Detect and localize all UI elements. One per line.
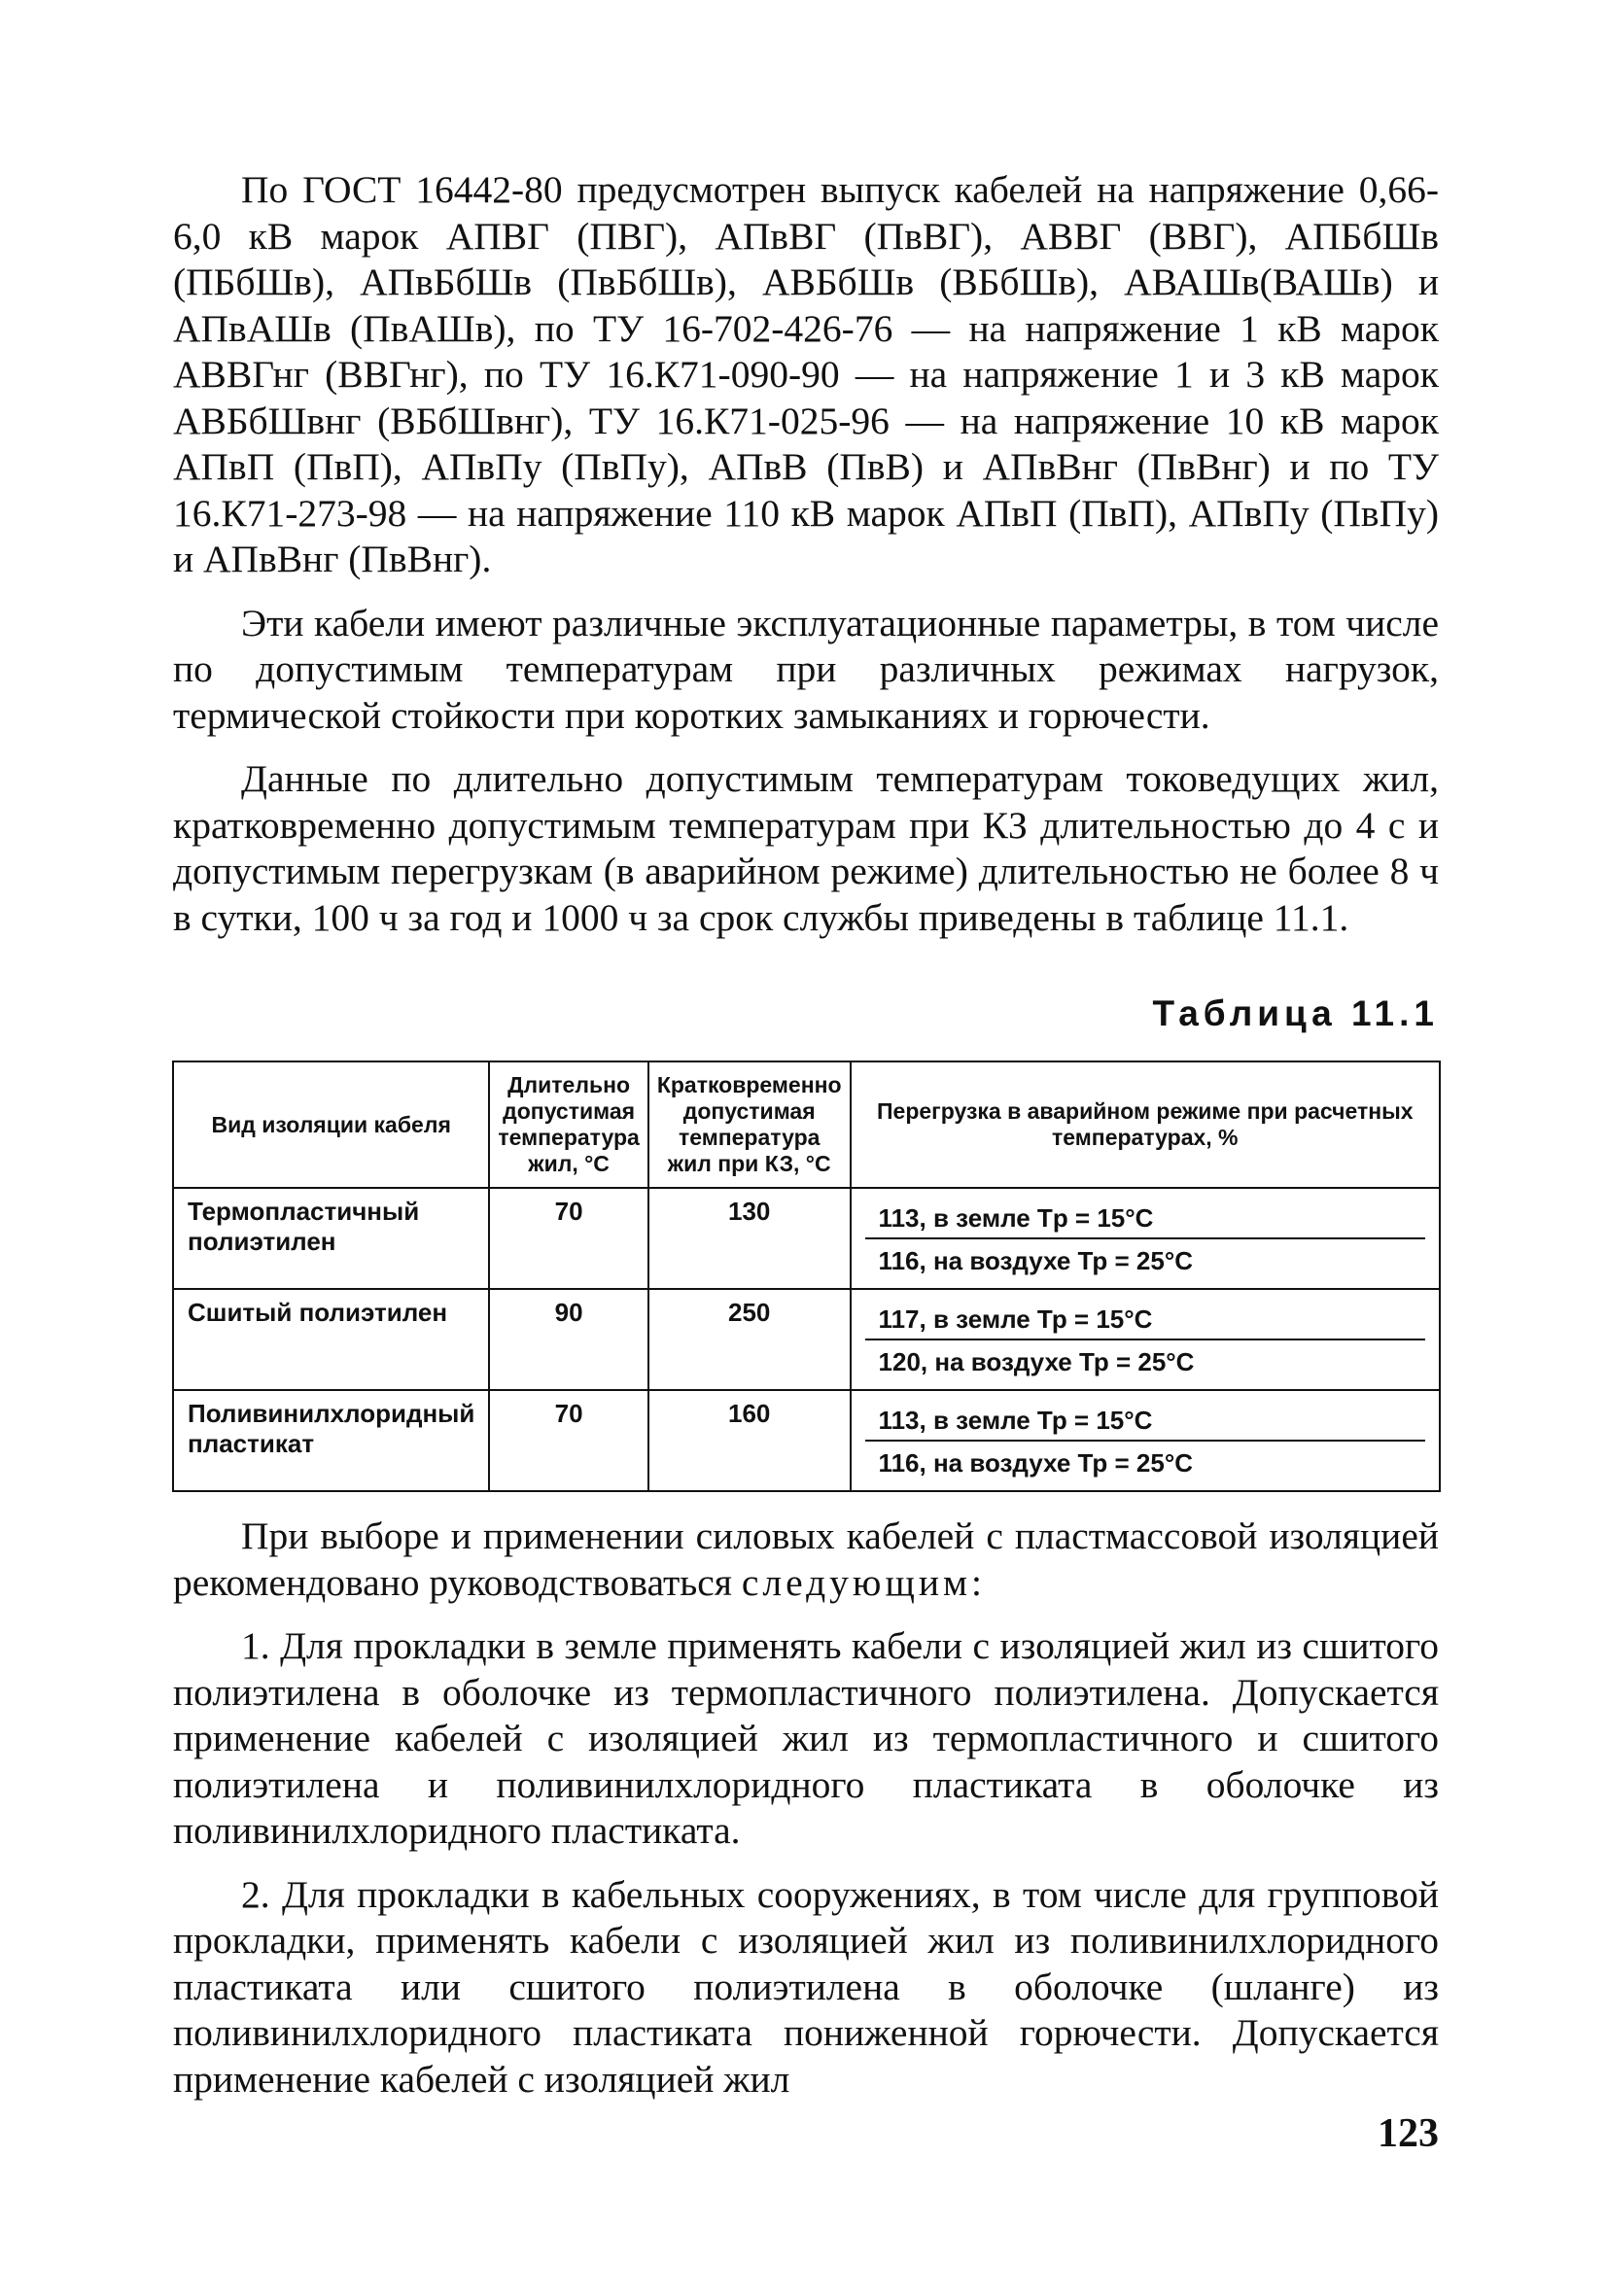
recommendation-emphasis: следующим: <box>741 1560 986 1604</box>
cell-long-temp: 70 <box>489 1188 647 1289</box>
paragraph-item-2: 2. Для прокладки в кабельных сооружениях, в том числе для групповой прокладки, применять кабели с изоляцией жил из поливинилхлоридного пластиката или сшитого полиэтилена в оболочке (шланге) из поливинилхлоридного пластиката пониженной горючести. Допускается применение кабелей с изоляцией жил <box>173 1872 1439 2101</box>
cell-overload <box>851 1289 1440 1390</box>
page-number: 123 <box>1378 2111 1439 2156</box>
cable-temperature-table <box>172 1061 1441 1492</box>
table-row <box>173 1188 1440 1289</box>
cell-insulation: Поливинилхлоридный пластикат <box>173 1390 489 1491</box>
recommendation-intro: При выборе и применении силовых кабелей с пластмассовой изоляцией рекомендовано руководствоваться <box>173 1514 1439 1604</box>
cell-long-temp: 70 <box>489 1390 647 1491</box>
intro-text <box>173 167 1439 958</box>
header-insulation: Вид изоляции кабеля <box>173 1061 489 1188</box>
cell-short-temp: 160 <box>648 1390 851 1491</box>
paragraph-recommendation <box>173 1513 1439 1606</box>
table-caption: Таблица 11.1 <box>1152 993 1439 1033</box>
overload-air: 116, на воздухе Тр = 25°С <box>865 1237 1425 1280</box>
cell-overload <box>851 1390 1440 1491</box>
table-row <box>173 1390 1440 1491</box>
header-overload: Перегрузка в аварийном режиме при расчетных температурах, % <box>851 1061 1440 1188</box>
table-row <box>173 1289 1440 1390</box>
overload-ground: 113, в земле Tр = 15°С <box>878 1203 1154 1233</box>
paragraph-gost: По ГОСТ 16442-80 предусмотрен выпуск кабелей на напряжение 0,66-6,0 кВ марок АПВГ (ПВГ), АПвВГ (ПвВГ), АВВГ (ВВГ), АПБбШв (ПБбШв), АПвБбШв (ПвБбШв), АВБбШв (ВБбШв), АВАШв(ВАШв) и АПвАШв (ПвАШв), по ТУ 16-702-426-76 — на напряжение 1 кВ марок АВВГнг (ВВГнг), по ТУ 16.К71-090-90 — на напряжение 1 и 3 кВ марок АВБбШвнг (ВБбШвнг), ТУ 16.К71-025-96 — на напряжение 10 кВ марок АПвП (ПвП), АПвПу (ПвПу), АПвВ (ПвВ) и АПвВнг (ПвВнг) и по ТУ 16.К71-273-98 — на напряжение 110 кВ марок АПвП (ПвП), АПвПу (ПвПу) и АПвВнг (ПвВнг). <box>173 168 1439 580</box>
overload-air: 116, на воздухе Тр = 25°С <box>865 1440 1425 1482</box>
table-header-row <box>173 1061 1440 1188</box>
recommendations-text <box>173 1513 1439 2120</box>
cell-insulation: Термопластичный полиэтилен <box>173 1188 489 1289</box>
overload-ground: 113, в земле Тр = 15°С <box>878 1406 1153 1435</box>
cell-long-temp: 90 <box>489 1289 647 1390</box>
cell-short-temp: 250 <box>648 1289 851 1390</box>
paragraph-item-1: 1. Для прокладки в земле применять кабели с изоляцией жил из сшитого полиэтилена в оболочке из термопластичного полиэтилена. Допускается применение кабелей с изоляцией жил из термопластичного и сшитого полиэтилена и поливинилхлоридного пластиката в оболочке из поливинилхлоридного пластиката. <box>173 1624 1439 1852</box>
cell-overload <box>851 1188 1440 1289</box>
header-long-temp: Длительно допустимая температура жил, °С <box>489 1061 647 1188</box>
paragraph-table-reference: Данные по длительно допустимым температурам токоведущих жил, кратковременно допустимым температурам при КЗ длительностью до 4 с и допустимым перегрузкам (в аварийном режиме) длительностью не более 8 ч в сутки, 100 ч за год и 1000 ч за срок службы приведены в таблице 11.1. <box>173 757 1439 939</box>
header-short-temp: Кратковременно допустимая температура жил при КЗ, °С <box>648 1061 851 1188</box>
paragraph-parameters: Эти кабели имеют различные эксплуатационные параметры, в том числе по допустимым температурам при различных режимах нагрузок, термической стойкости при коротких замыканиях и горючести. <box>173 601 1439 737</box>
cell-short-temp: 130 <box>648 1188 851 1289</box>
overload-air: 120, на воздухе Тр = 25°С <box>865 1339 1425 1381</box>
cell-insulation: Сшитый полиэтилен <box>173 1289 489 1390</box>
overload-ground: 117, в земле Тр = 15°С <box>878 1305 1153 1334</box>
